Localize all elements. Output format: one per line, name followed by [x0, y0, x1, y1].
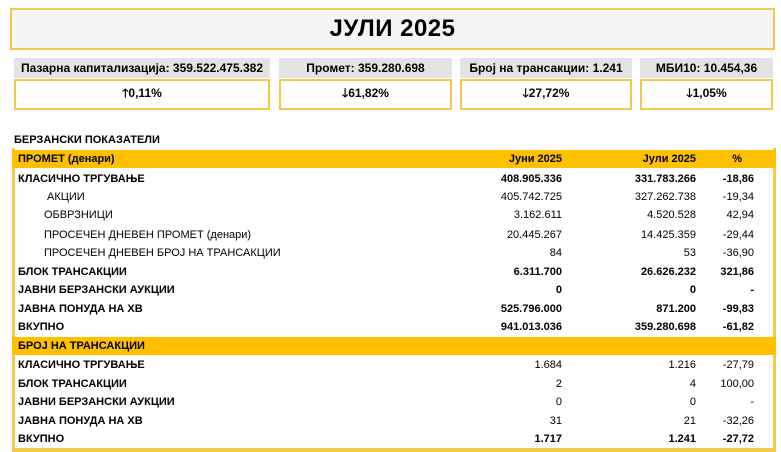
row-label: КЛАСИЧНО ТРГУВАЊЕ: [18, 359, 145, 372]
row-pct: -36,90: [722, 247, 754, 260]
row-label: АКЦИИ: [47, 191, 85, 204]
table-row: [12, 430, 776, 448]
row-june: 525.796.000: [500, 303, 562, 316]
table-row: [12, 206, 776, 224]
row-june: 1.684: [534, 359, 562, 372]
row-june: 6.311.700: [513, 266, 562, 279]
row-label: ЈАВНА ПОНУДА НА ХВ: [18, 415, 143, 428]
kpi-change: 🡓27,72%: [460, 79, 632, 110]
row-july: 0: [689, 396, 696, 409]
row-july: 21: [683, 415, 696, 428]
row-pct: -29,44: [722, 229, 754, 242]
row-pct: -: [750, 396, 754, 409]
kpi-change: 🡓1,05%: [640, 79, 773, 110]
row-july: 4: [689, 378, 696, 391]
row-pct: -18,86: [722, 173, 754, 186]
table-row: [12, 263, 776, 281]
page-title: ЈУЛИ 2025: [10, 8, 775, 50]
row-july: 53: [683, 247, 696, 260]
transactions-header-row: [12, 337, 776, 355]
table-row: [12, 300, 776, 318]
row-july: 14.425.359: [640, 229, 696, 242]
row-pct: 100,00: [720, 378, 754, 391]
row-label: ЈАВНИ БЕРЗАНСКИ АУКЦИИ: [18, 284, 175, 297]
turnover-header-row: [12, 150, 776, 168]
row-label: ЈАВНИ БЕРЗАНСКИ АУКЦИИ: [18, 396, 175, 409]
kpi-mbi10: [640, 58, 773, 112]
table-row: [12, 188, 776, 206]
table-row: [12, 244, 776, 262]
row-june: 0: [555, 396, 562, 409]
kpi-label: Промет: 359.280.698: [279, 58, 452, 78]
table-row: [12, 412, 776, 430]
row-july: 871.200: [656, 303, 696, 316]
row-pct: -99,83: [722, 303, 754, 316]
kpi-turnover: [279, 58, 452, 112]
kpi-market-cap: [14, 58, 270, 112]
row-july: 1.241: [668, 433, 696, 446]
row-june: 0: [555, 284, 562, 297]
row-pct: -32,26: [722, 415, 754, 428]
row-pct: -27,79: [722, 359, 754, 372]
row-june: 2: [555, 378, 562, 391]
row-label: ПРОСЕЧЕН ДНЕВЕН ПРОМЕТ (денари): [44, 229, 252, 242]
header-july: Јули 2025: [642, 153, 696, 166]
row-july: 327.262.738: [634, 191, 696, 204]
row-july: 1.216: [668, 359, 696, 372]
row-pct: 321,86: [720, 266, 754, 279]
table-row: [12, 281, 776, 299]
row-june: 405.742.725: [500, 191, 562, 204]
row-label: ЈАВНА ПОНУДА НА ХВ: [18, 303, 143, 316]
kpi-label: Пазарна капитализација: 359.522.475.382: [14, 58, 270, 78]
row-june: 408.905.336: [500, 173, 562, 186]
table-row: [12, 318, 776, 336]
kpi-change: 🡓61,82%: [279, 79, 452, 110]
table-row: [12, 393, 776, 411]
row-pct: -61,82: [722, 321, 754, 334]
table-row: [12, 226, 776, 244]
table-bottom-border: [12, 448, 776, 452]
kpi-label: Број на трансакции: 1.241: [460, 58, 632, 78]
row-label: БЛОК ТРАНСАКЦИИ: [18, 266, 127, 279]
row-july: 331.783.266: [634, 173, 696, 186]
row-pct: -: [750, 284, 754, 297]
row-june: 31: [549, 415, 562, 428]
header-label: ПРОМЕТ (денари): [18, 153, 115, 166]
row-june: 84: [549, 247, 562, 260]
row-june: 20.445.267: [506, 229, 562, 242]
row-july: 26.626.232: [640, 266, 696, 279]
row-pct: -19,34: [722, 191, 754, 204]
row-label: ВКУПНО: [18, 321, 65, 334]
row-pct: -27,72: [722, 433, 754, 446]
kpi-label: МБИ10: 10.454,36: [640, 58, 773, 78]
row-july: 4.520.528: [647, 209, 696, 222]
kpi-change: 🡑0,11%: [14, 79, 270, 110]
row-july: 0: [689, 284, 696, 297]
row-label: КЛАСИЧНО ТРГУВАЊЕ: [18, 173, 145, 186]
row-label: ВКУПНО: [18, 433, 65, 446]
row-pct: 42,94: [726, 209, 754, 222]
header-label: БРОЈ НА ТРАНСАКЦИИ: [18, 340, 145, 353]
header-june: Јуни 2025: [508, 153, 562, 166]
row-label: БЛОК ТРАНСАКЦИИ: [18, 378, 127, 391]
table-row: [12, 356, 776, 374]
row-june: 941.013.036: [500, 321, 562, 334]
table-row: [12, 170, 776, 188]
kpi-transactions: [460, 58, 632, 112]
header-pct: %: [732, 153, 742, 166]
section-caption: БЕРЗАНСКИ ПОКАЗАТЕЛИ: [14, 134, 160, 146]
table-row: [12, 375, 776, 393]
row-june: 3.162.611: [513, 209, 562, 222]
row-june: 1.717: [534, 433, 562, 446]
row-label: ОБВРЗНИЦИ: [44, 209, 113, 222]
row-july: 359.280.698: [634, 321, 696, 334]
row-label: ПРОСЕЧЕН ДНЕВЕН БРОЈ НА ТРАНСАКЦИИ: [44, 247, 281, 260]
